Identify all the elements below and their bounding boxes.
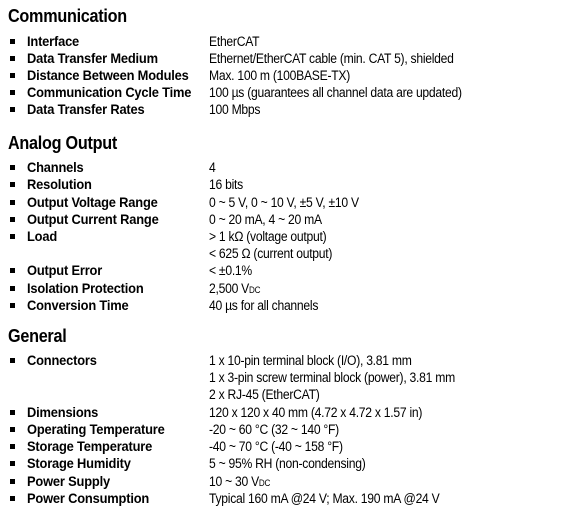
spec-label: Operating Temperature — [27, 421, 165, 437]
spec-value: 120 x 120 x 40 mm (4.72 x 4.72 x 1.57 in) — [209, 405, 423, 420]
spec-label: Output Voltage Range — [27, 194, 158, 210]
section-title-communication: Communication — [8, 6, 127, 26]
spec-label: Resolution — [27, 176, 92, 192]
spec-value: 100 Mbps — [209, 102, 261, 117]
spec-value: 100 µs (guarantees all channel data are updated) — [209, 85, 462, 100]
spec-value: 16 bits — [209, 177, 243, 192]
spec-value: < ±0.1% — [209, 263, 252, 278]
spec-label: Power Consumption — [27, 490, 150, 506]
spec-value-continued: 1 x 3-pin screw terminal block (power), 3.81 mm — [209, 370, 455, 385]
subscript-dc: DC — [249, 285, 261, 295]
bullet-icon — [10, 90, 15, 95]
bullet-icon — [10, 268, 15, 273]
spec-value: -20 ~ 60 °C (32 ~ 140 °F) — [209, 422, 339, 437]
bullet-icon — [10, 56, 15, 61]
spec-value: Ethernet/EtherCAT cable (min. CAT 5), shielded — [209, 51, 454, 66]
bullet-icon — [10, 286, 15, 291]
spec-label: Distance Between Modules — [27, 67, 189, 83]
spec-label: Data Transfer Rates — [27, 101, 145, 117]
spec-value: Max. 100 m (100BASE-TX) — [209, 68, 350, 83]
spec-label: Channels — [27, 159, 84, 175]
spec-value: 0 ~ 20 mA, 4 ~ 20 mA — [209, 212, 322, 227]
spec-label: Power Supply — [27, 473, 110, 489]
bullet-icon — [10, 479, 15, 484]
spec-value: EtherCAT — [209, 34, 260, 49]
bullet-icon — [10, 217, 15, 222]
spec-label: Storage Humidity — [27, 455, 131, 471]
spec-label: Output Current Range — [27, 211, 159, 227]
spec-label: Output Error — [27, 262, 103, 278]
spec-value: 5 ~ 95% RH (non-condensing) — [209, 456, 366, 471]
spec-value-continued: 2 x RJ-45 (EtherCAT) — [209, 387, 320, 402]
spec-label: Connectors — [27, 352, 97, 368]
spec-value: > 1 kΩ (voltage output) — [209, 229, 327, 244]
spec-value-continued: < 625 Ω (current output) — [209, 246, 333, 261]
spec-label: Conversion Time — [27, 297, 129, 313]
spec-label: Communication Cycle Time — [27, 84, 192, 100]
spec-label: Data Transfer Medium — [27, 50, 158, 66]
bullet-icon — [10, 107, 15, 112]
spec-value: -40 ~ 70 °C (-40 ~ 158 °F) — [209, 439, 343, 454]
bullet-icon — [10, 358, 15, 363]
spec-value-main: 10 ~ 30 V — [209, 474, 259, 489]
bullet-icon — [10, 39, 15, 44]
spec-value: 4 — [209, 160, 216, 175]
bullet-icon — [10, 496, 15, 501]
spec-label: Dimensions — [27, 404, 99, 420]
bullet-icon — [10, 461, 15, 466]
spec-value: 0 ~ 5 V, 0 ~ 10 V, ±5 V, ±10 V — [209, 195, 359, 210]
spec-label: Load — [27, 228, 58, 244]
bullet-icon — [10, 234, 15, 239]
spec-value-main: 2,500 V — [209, 281, 250, 296]
spec-value: Typical 160 mA @24 V; Max. 190 mA @24 V — [209, 491, 440, 506]
bullet-icon — [10, 444, 15, 449]
spec-value: 40 µs for all channels — [209, 298, 319, 313]
bullet-icon — [10, 200, 15, 205]
section-title-analog-output: Analog Output — [8, 133, 117, 153]
spec-value: 1 x 10-pin terminal block (I/O), 3.81 mm — [209, 353, 412, 368]
bullet-icon — [10, 165, 15, 170]
spec-label: Isolation Protection — [27, 280, 144, 296]
bullet-icon — [10, 303, 15, 308]
bullet-icon — [10, 73, 15, 78]
bullet-icon — [10, 427, 15, 432]
spec-label: Interface — [27, 33, 80, 49]
subscript-dc: DC — [258, 478, 271, 488]
bullet-icon — [10, 182, 15, 187]
bullet-icon — [10, 410, 15, 415]
spec-label: Storage Temperature — [27, 438, 153, 454]
section-title-general: General — [8, 326, 67, 346]
